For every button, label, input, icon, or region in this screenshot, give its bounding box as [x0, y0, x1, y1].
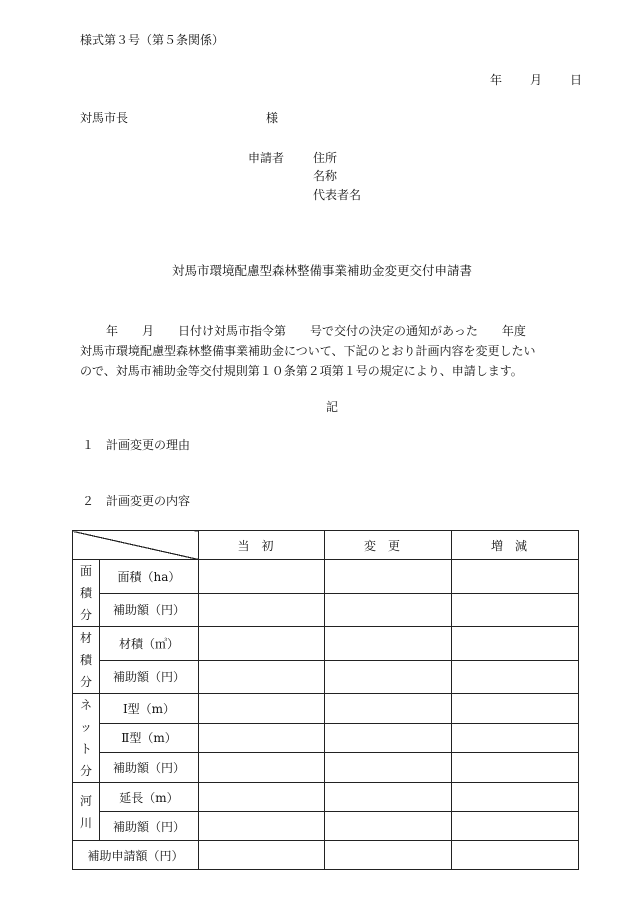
table-cell[interactable] [199, 627, 325, 661]
row-label: 補助額（円） [100, 812, 199, 841]
group-label-char: 河 [79, 793, 92, 808]
document-title: 対馬市環境配慮型森林整備事業補助金変更交付申請書 [172, 263, 473, 278]
body-line-1: 年 月 日付け対馬市指令第 号で交付の決定の通知があった 年度 [106, 324, 526, 338]
table-row [73, 694, 579, 724]
table-header-row [73, 531, 579, 560]
table-cell[interactable] [199, 660, 325, 694]
header-initial: 当初 [199, 531, 325, 560]
group-label-char: 面 [79, 564, 92, 578]
table-cell[interactable] [325, 753, 452, 783]
total-label: 補助申請額（円） [73, 841, 199, 870]
table-cell[interactable] [452, 783, 579, 812]
table-row [73, 560, 579, 594]
table-row [73, 593, 579, 627]
group-label-area [73, 560, 100, 627]
table-row [73, 783, 579, 812]
table-cell[interactable] [325, 560, 452, 594]
row-label: 補助額（円） [100, 660, 199, 694]
group-label-char: 材 [79, 631, 92, 645]
row-label: 材積（㎥） [100, 627, 199, 661]
table-cell[interactable] [452, 812, 579, 841]
table-cell[interactable] [199, 753, 325, 783]
table-cell[interactable] [325, 694, 452, 724]
addressee-honorific: 様 [266, 111, 279, 125]
group-label-char: 積 [79, 586, 92, 600]
row-label: 面積（ha） [100, 560, 199, 594]
table-cell[interactable] [452, 753, 579, 783]
table-cell[interactable] [325, 812, 452, 841]
section-2-heading: 計画変更の内容 [106, 494, 191, 508]
group-label-volume [73, 627, 100, 694]
table-cell[interactable] [325, 660, 452, 694]
table-cell[interactable] [452, 841, 579, 870]
group-label-char: 分 [79, 608, 92, 622]
ki-heading: 記 [326, 400, 339, 414]
table-row [73, 660, 579, 694]
table-cell[interactable] [452, 694, 579, 724]
header-difference: 増減 [452, 531, 579, 560]
table-row [73, 812, 579, 841]
group-label-river [73, 783, 100, 841]
row-label: Ⅰ型（m） [100, 694, 199, 724]
header-diagonal-cell [73, 531, 199, 560]
group-label-char: ト [79, 742, 92, 756]
row-label: Ⅱ型（m） [100, 723, 199, 753]
table-cell[interactable] [199, 723, 325, 753]
table-cell[interactable] [325, 723, 452, 753]
group-label-char: ネ [79, 698, 92, 712]
date-day-label: 日 [570, 73, 583, 87]
addressee-name: 対馬市長 [80, 111, 129, 125]
body-line-2: 対馬市環境配慮型森林整備事業補助金について、下記のとおり計画内容を変更したい [80, 344, 536, 358]
table-cell[interactable] [199, 560, 325, 594]
group-label-char: 積 [79, 653, 92, 667]
table-row [73, 753, 579, 783]
group-label-char: ッ [79, 720, 92, 734]
form-number: 様式第３号（第５条関係） [80, 33, 225, 47]
applicant-representative-label: 代表者名 [313, 188, 362, 202]
table-total-row [73, 841, 579, 870]
table-row [73, 627, 579, 661]
group-label-char: 分 [79, 764, 92, 778]
table-cell[interactable] [199, 593, 325, 627]
table-cell[interactable] [199, 694, 325, 724]
row-label: 延長（m） [100, 783, 199, 812]
row-label: 補助額（円） [100, 753, 199, 783]
table-cell[interactable] [452, 627, 579, 661]
table-cell[interactable] [452, 593, 579, 627]
applicant-name-label: 名称 [313, 169, 338, 183]
plan-change-table [72, 530, 579, 870]
table-cell[interactable] [325, 627, 452, 661]
table-cell[interactable] [199, 783, 325, 812]
group-label-net [73, 694, 100, 783]
body-line-3: ので、対馬市補助金等交付規則第１０条第２項第１号の規定により、申請します。 [80, 364, 523, 378]
section-2-number: ２ [82, 494, 95, 508]
table-cell[interactable] [325, 783, 452, 812]
group-label-char: 川 [79, 815, 92, 830]
group-label-char: 分 [79, 675, 92, 689]
table-row [73, 723, 579, 753]
date-month-label: 月 [530, 73, 543, 87]
header-change: 変更 [325, 531, 452, 560]
table-cell[interactable] [199, 841, 325, 870]
applicant-address-label: 住所 [313, 151, 338, 165]
section-1-heading: 計画変更の理由 [106, 438, 191, 452]
section-1-number: １ [82, 438, 95, 452]
table-cell[interactable] [199, 812, 325, 841]
date-year-label: 年 [490, 73, 503, 87]
table-cell[interactable] [452, 723, 579, 753]
table-cell[interactable] [452, 560, 579, 594]
table-cell[interactable] [325, 841, 452, 870]
body-paragraph [80, 321, 595, 381]
row-label: 補助額（円） [100, 593, 199, 627]
table-cell[interactable] [325, 593, 452, 627]
table-cell[interactable] [452, 660, 579, 694]
applicant-label: 申請者 [248, 151, 285, 165]
